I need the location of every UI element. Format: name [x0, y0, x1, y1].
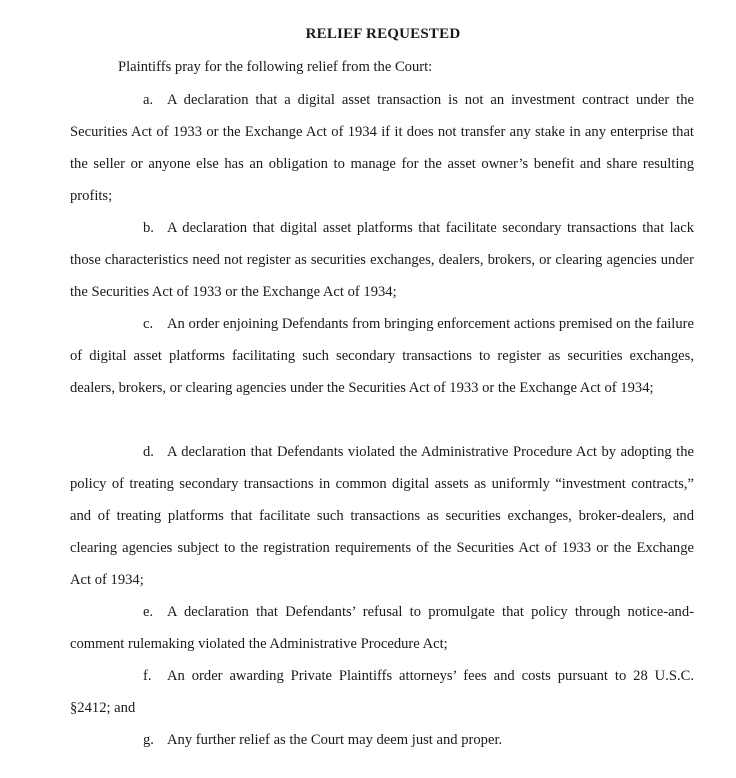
relief-item-b: [70, 212, 694, 308]
item-letter: d.: [143, 444, 154, 460]
item-text: An order awarding Private Plaintiffs attorneys’ fees and costs pursuant to 28 U.S.C. §2412; and: [70, 668, 694, 716]
item-letter: a.: [143, 92, 154, 108]
item-letter: c.: [143, 316, 154, 332]
section-heading: RELIEF REQUESTED: [305, 26, 461, 42]
item-text: A declaration that Defendants’ refusal to promulgate that policy through notice-and-comment rulemaking violated the Administrative Procedure Act;: [70, 604, 694, 652]
item-letter: g.: [143, 732, 154, 748]
item-text: A declaration that a digital asset transaction is not an investment contract under the Securities Act of 1933 or the Exchange Act of 1934 if it does not transfer any stake in any enterprise that the seller or anyone else has an obligation to manage for the asset owner’s benefit and share resulting profits;: [70, 92, 694, 204]
relief-item-e: [70, 596, 694, 660]
intro-paragraph: Plaintiffs pray for the following relief from the Court:: [118, 59, 433, 75]
item-text: An order enjoining Defendants from bringing enforcement actions premised on the failure of digital asset platforms facilitating such secondary transactions to register as securities exchanges, dealers, brokers, or clearing agencies under the Securities Act of 1933 or the Exchange Act of 1934;: [70, 316, 694, 396]
item-letter: b.: [143, 220, 154, 236]
relief-item-a: [70, 84, 694, 212]
item-text: A declaration that digital asset platforms that facilitate secondary transactions that lack those characteristics need not register as securities exchanges, dealers, brokers, or clearing agencies under the Securities Act of 1933 or the Exchange Act of 1934;: [70, 220, 694, 300]
relief-item-g: [70, 724, 694, 756]
item-text: A declaration that Defendants violated the Administrative Procedure Act by adopting the policy of treating secondary transactions in common digital assets as uniformly “investment contracts,” and of treating platforms that facilitate such transactions as securities exchanges, broker-dealers, and clearing agencies subject to the registration requirements of the Securities Act of 1933 or the Exchange Act of 1934;: [70, 444, 694, 588]
relief-item-f: [70, 660, 694, 724]
relief-item-c: [70, 308, 694, 404]
item-letter: e.: [143, 604, 154, 620]
item-letter: f.: [143, 668, 152, 684]
item-text: Any further relief as the Court may deem just and proper.: [167, 732, 503, 748]
relief-item-d: [70, 436, 694, 596]
